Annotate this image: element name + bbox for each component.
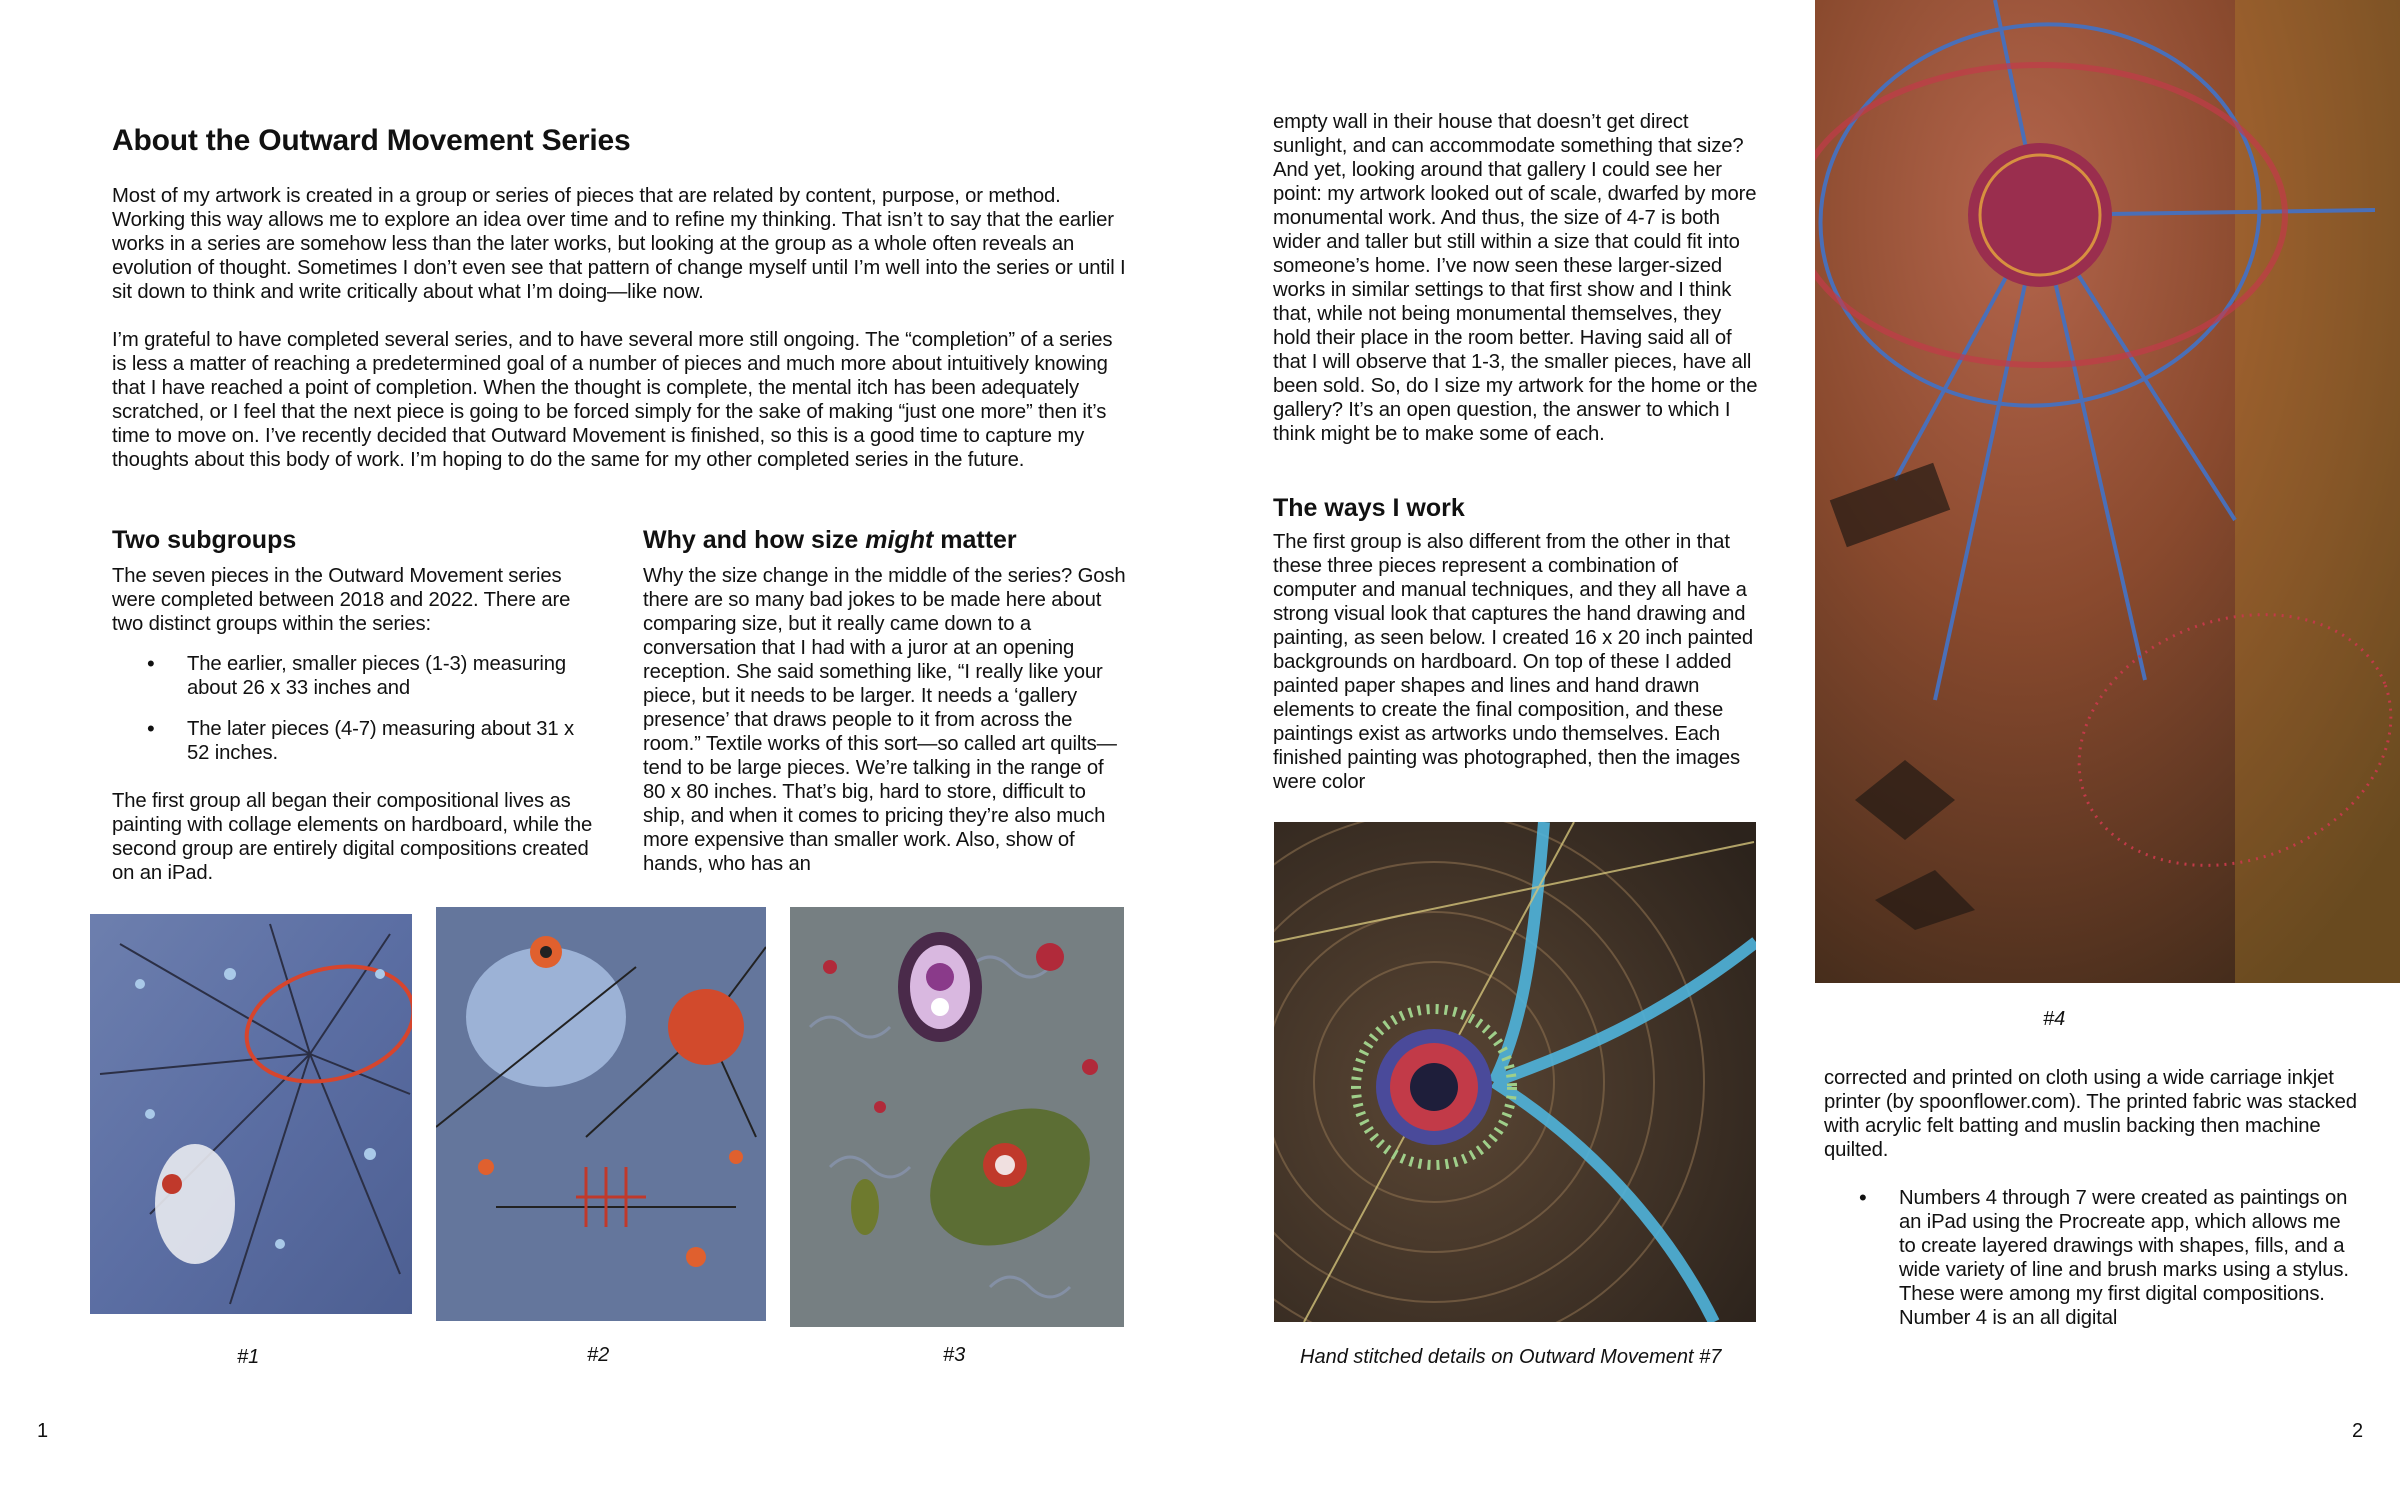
- artwork-4-caption: #4: [2043, 1008, 2066, 1030]
- size-heading-em: might: [865, 526, 934, 554]
- detail-caption: Hand stitched details on Outward Movement #7: [1300, 1346, 1722, 1368]
- artwork-3-image: [790, 907, 1124, 1327]
- artwork-1-caption: #1: [237, 1346, 260, 1368]
- subgroups-heading: Two subgroups: [112, 526, 297, 554]
- list-item: • The later pieces (4-7) measuring about 31 x 52 inches.: [112, 717, 600, 765]
- artwork-3-caption: #3: [943, 1344, 966, 1366]
- subgroups-intro: The seven pieces in the Outward Movement series were completed between 2018 and 2022. There are two distinct groups within the series:: [112, 565, 571, 635]
- subgroups-closing: The first group all began their compositional lives as painting with collage elements on hardboard, while the second group are entirely digital compositions created on an iPad.: [112, 790, 593, 884]
- ways-text: The first group is also different from the other in that these three pieces represent a combination of computer and manual techniques, and they all have a strong visual look that captures the hand drawing and painting, as seen below. I created 16 x 20 inch painted backgrounds on hardboard. On top of these I added painted paper shapes and lines and hand drawn elements to create the final composition, and these paintings exist as artworks undo themselves. Each finished painting was photographed, then the images were color: [1273, 531, 1753, 793]
- intro-paragraph-1: Most of my artwork is created in a group or series of pieces that are related by content, purpose, or method. Working this way allows me to explore an idea over time and to refine my thinking. That isn’t to say that the earlier works in a series are somehow less than the later works, but looking at the group as a whole often reveals an evolution of thought. Sometimes I don’t even see that pattern of change myself until I’m well into the series or until I sit down to think and write critically about what I’m doing—like now.: [112, 185, 1126, 303]
- size-heading-post: matter: [933, 526, 1017, 554]
- detail-image: [1274, 822, 1756, 1322]
- right-page: [1200, 0, 2400, 1500]
- list-item: • The earlier, smaller pieces (1-3) measuring about 26 x 33 inches and: [112, 652, 600, 700]
- page-number-right: 2: [2352, 1420, 2364, 1442]
- subgroups-list: [112, 652, 600, 765]
- size-heading-pre: Why and how size: [643, 526, 866, 554]
- printing-paragraph: corrected and printed on cloth using a wide carriage inkjet printer (by spoonflower.com). The printed fabric was stacked with acrylic felt batting and muslin backing then machine quilted.: [1824, 1067, 2357, 1161]
- continued-text: empty wall in their house that doesn’t get direct sunlight, and can accommodate something that size? And yet, looking around that gallery I could see her point: my artwork looked out of scale, dwarfed by more monumental work. And thus, the size of 4-7 is both wider and taller but still within a size that could fit into someone’s home. I’ve now seen these larger-sized works in similar settings to that first show and I think that, while not being monumental themselves, they hold their place in the room better. Having said all of that I will observe that 1-3, the smaller pieces, have all been sold. So, do I size my artwork for the home or the gallery? It’s an open question, the answer to which I think might be to make some of each.: [1273, 111, 1758, 445]
- continued-text-2: [1824, 1066, 2358, 1330]
- size-heading: [643, 526, 1017, 555]
- intro-text: [112, 184, 1128, 472]
- intro-paragraph-2: I’m grateful to have completed several series, and to have several more still ongoing. The “completion” of a series is less a matter of reaching a predetermined goal of a number of pieces and much more about intuitively knowing that I have reached a point of completion. When the thought is complete, the mental itch has been adequately scratched, or I feel that the next piece is going to be forced simply for the sake of making “just one more” then it’s time to move on. I’ve recently decided that Outward Movement is finished, so this is a good time to capture my thoughts about this body of work. I’m hoping to do the same for my other completed series in the future.: [112, 329, 1113, 471]
- size-text: Why the size change in the middle of the series? Gosh there are so many bad jokes to be made here about comparing size, but it really came down to a conversation that I had with a juror at an opening reception. She said something like, “I really like your piece, but it needs to be larger. It needs a ‘gallery presence’ that draws people to it from across the room.” Textile works of this sort—so called art quilts—tend to be large pieces. We’re talking in the range of 80 x 80 inches. That’s big, hard to store, difficult to ship, and when it comes to pricing they’re also much more expensive than smaller work. Also, show of hands, who has an: [643, 565, 1126, 875]
- techniques-list: [1824, 1186, 2358, 1330]
- artwork-2-caption: #2: [587, 1344, 610, 1366]
- page-number-left: 1: [37, 1420, 49, 1442]
- artwork-1-image: [90, 914, 412, 1314]
- page-title: About the Outward Movement Series: [112, 124, 631, 157]
- ways-heading: The ways I work: [1273, 494, 1465, 522]
- list-item: • Numbers 4 through 7 were created as paintings on an iPad using the Procreate app, which allows me to create layered drawings with shapes, fills, and a wide variety of line and brush marks using a stylus. These were among my first digital compositions. Number 4 is an all digital: [1824, 1186, 2358, 1330]
- artwork-4-image: [1815, 0, 2400, 983]
- artwork-2-image: [436, 907, 766, 1321]
- subgroups-text: [112, 564, 600, 885]
